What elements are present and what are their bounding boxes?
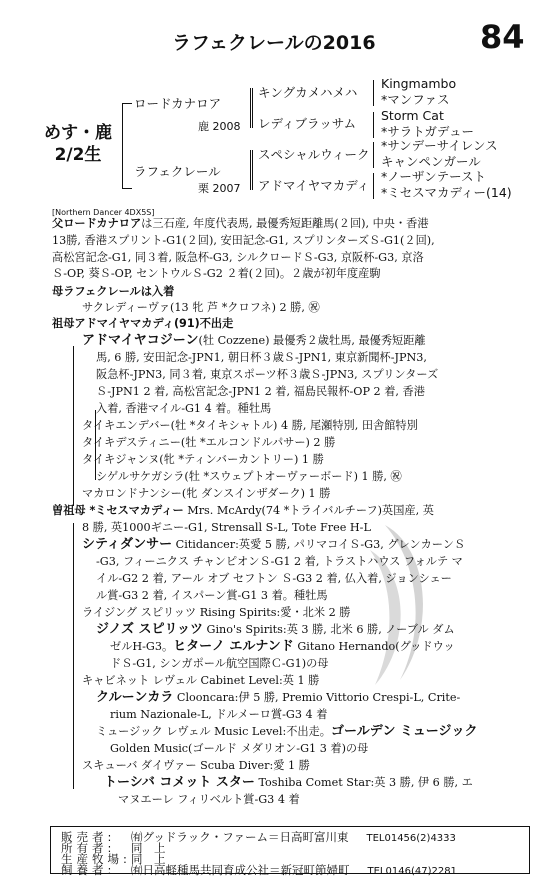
dam-line: スキューバ ダイヴァー Scuba Diver:愛 1 勝 (82, 759, 310, 772)
dam-line: クルーンカラ Clooncara:伊 5 勝, Premio Vittorio Crespi-L, Crite- (96, 690, 461, 705)
dam-line: ドＳ-G1, シンガポール航空国際Ｃ-G1)の母 (110, 657, 329, 670)
dam-line: 8 勝, 英1000ギニー-G1, Strensall S-L, Tote Free H-L (82, 521, 371, 534)
dam-line: マヌエーレ フィリベルト賞-G3 4 着 (118, 793, 300, 806)
sdd-name: *サラトガデュー (381, 124, 475, 139)
dss-name: *サンデーサイレンス (381, 138, 498, 153)
dam-line: 阪急杯-JPN3, 同３着, 東京スポーツ杯３歳Ｓ-JPN3, スプリンターズ (96, 368, 439, 381)
dam-line: ル賞-G3 2 着, イスパーン賞-G1 3 着。種牡馬 (96, 589, 328, 602)
sale-row-seller: 販売者: ㈲グッドラック・ファーム＝日高町富川東 TEL01456(2)4333 (61, 830, 456, 844)
page-title: ラフェクレールの2016 (172, 32, 376, 54)
sire-record-line: 高松宮記念-G1, 同３着, 阪急杯-G3, シルクロードＳ-G3, 京阪杯-G3, 京洛 (52, 250, 424, 264)
sire-record (52, 216, 522, 283)
dam-line: タイキデスティニー(牡 *エルコンドルパサー) 2 勝 (82, 436, 336, 449)
sire-record-line: は三石産, 年度代表馬, 最優秀短距離馬(２回), 中央・香港 (141, 217, 429, 230)
dam-line: シゲルサケガシラ(牡 *スウェプトオーヴァーボード) 1 勝, ㊗ (96, 470, 402, 483)
sire-color-year: 鹿 2008 (198, 120, 241, 133)
dam-line: 入着, 香港マイル-G1 4 着。種牡馬 (96, 402, 272, 415)
dam-line: 馬, 6 勝, 安田記念-JPN1, 朝日杯３歳Ｓ-JPN1, 東京新聞杯-JPN3, (96, 351, 427, 364)
dam-line: アドマイヤコジーン(牡 Cozzene) 最優秀２歳牡馬, 最優秀短距離 (82, 333, 426, 348)
ddd-name: *ミセスマカディー(14) (381, 185, 512, 200)
family-line (73, 346, 74, 506)
dds-name: *ノーザンテースト (381, 169, 487, 184)
dam-line: キャビネット レヴェル Cabinet Level:英 1 勝 (82, 674, 320, 687)
dam-line: ゼルH-G3。ヒターノ エルナンド Gitano Hernando(グッドウッ (110, 639, 455, 654)
dam-line: Ｓ-JPN1 2 着, 高松宮記念-JPN1 2 着, 福島民報杯-OP 2 着, 香港 (96, 385, 425, 398)
sire-dam-name: レディブラッサム (258, 116, 357, 131)
pedigree-bracket (373, 142, 374, 168)
dam-line-text: 母ラフェクレールは入着 (52, 285, 175, 298)
inbreeding-note: [Northern Dancer 4DX5S] (52, 208, 155, 217)
dam-line: ジノズ スピリッツ Gino's Spirits:英 3 勝, 北米 6 勝, ノーブル ダム (96, 622, 455, 637)
sire-record-name: 父ロードカナロア (52, 217, 142, 230)
dam-line: Golden Music(ゴールド メダリオン-G1 3 着)の母 (110, 742, 369, 755)
pedigree-bracket (250, 150, 253, 190)
sex-color-label: めす・鹿 (44, 123, 112, 143)
dam-line: シティダンサー Citidancer:英愛 5 勝, パリマコイＳ-G3, グレンカーンＳ (82, 537, 466, 552)
dam-line: ミュージック レヴェル Music Level:不出走。ゴールデン ミュージック (96, 724, 478, 739)
sex-color (44, 122, 112, 166)
ssd-name: *マンファス (381, 92, 450, 107)
dam-color-year: 栗 2007 (198, 182, 241, 195)
pedigree-bracket (122, 103, 123, 188)
dsd-name: キャンペンガール (381, 154, 481, 169)
dam-line (52, 284, 174, 301)
sire-name: ロードカナロア (134, 96, 222, 111)
dam-line: トーシバ コメット スター Toshiba Comet Star:英 3 勝, 伊 6 勝, エ (104, 775, 473, 790)
pedigree-tick (122, 103, 132, 104)
dam-line: 曽祖母 *ミセスマカディー Mrs. McArdy(74 *トライバルチーフ)英国産, 英 (52, 504, 434, 517)
dam-line: サクレディーヴァ(13 牝 芦 *クロフネ) 2 勝, ㊗ (82, 301, 320, 314)
sale-row-owner: 所有者: 同 上 (61, 841, 166, 855)
sale-row-farm: 生産牧場:同 上 (61, 852, 166, 866)
dam-line: rium Nazionale-L, ドルメーロ賞-G3 4 着 (110, 708, 328, 721)
sale-row-breeder: 飼養者: ㈲日高軽種馬共同育成公社＝新冠町節婦町 TEL0146(47)2281 (61, 863, 457, 877)
dam-line: タイキエンデバー(牡 *タイキシャトル) 4 勝, 尾瀬特別, 田舎館特別 (82, 419, 418, 432)
dam-line: ライジング スピリッツ Rising Spirits:愛・北米 2 勝 (82, 606, 351, 619)
dam-dam-name: アドマイヤマカディ (258, 178, 370, 193)
sss-name: Kingmambo (381, 76, 457, 91)
pedigree-bracket (373, 112, 374, 138)
family-line (73, 523, 74, 789)
birth-date: 2/2生 (54, 145, 102, 165)
sale-info-box (50, 826, 530, 877)
pedigree-tick (122, 188, 132, 189)
dam-line: -G3, フィーニクス チャンピオンＳ-G1 2 着, トラストハウス フォルテ マ (96, 555, 463, 568)
pedigree-bracket (373, 80, 374, 106)
dam-line: イル-G2 2 着, アール オブ セフトン Ｓ-G3 2 着, 仏入着, ジョンシェー (96, 572, 452, 585)
pedigree-bracket (373, 173, 374, 199)
pedigree-bracket (250, 88, 253, 128)
sds-name: Storm Cat (381, 108, 444, 123)
lot-number: 84 (480, 18, 525, 56)
sire-sire-name: キングカメハメハ (258, 85, 358, 100)
sire-record-line: 13勝, 香港スプリント-G1(２回), 安田記念-G1, スプリンターズＳ-G1(２回), (52, 233, 435, 247)
dam-line: 祖母アドマイヤマカディ(91)不出走 (52, 317, 234, 330)
dam-line: マカロンドナンシー(牝 ダンスインザダーク) 1 勝 (82, 487, 331, 500)
dam-name: ラフェクレール (134, 164, 221, 179)
sire-record-line: Ｓ-OP, 葵Ｓ-OP, セントウルＳ-G2 ２着(２回)。２歳が初年度産駒 (52, 267, 381, 281)
dam-sire-name: スペシャルウィーク (258, 147, 370, 162)
dam-line: タイキジャンヌ(牝 *ティンバーカントリー) 1 勝 (82, 453, 324, 466)
